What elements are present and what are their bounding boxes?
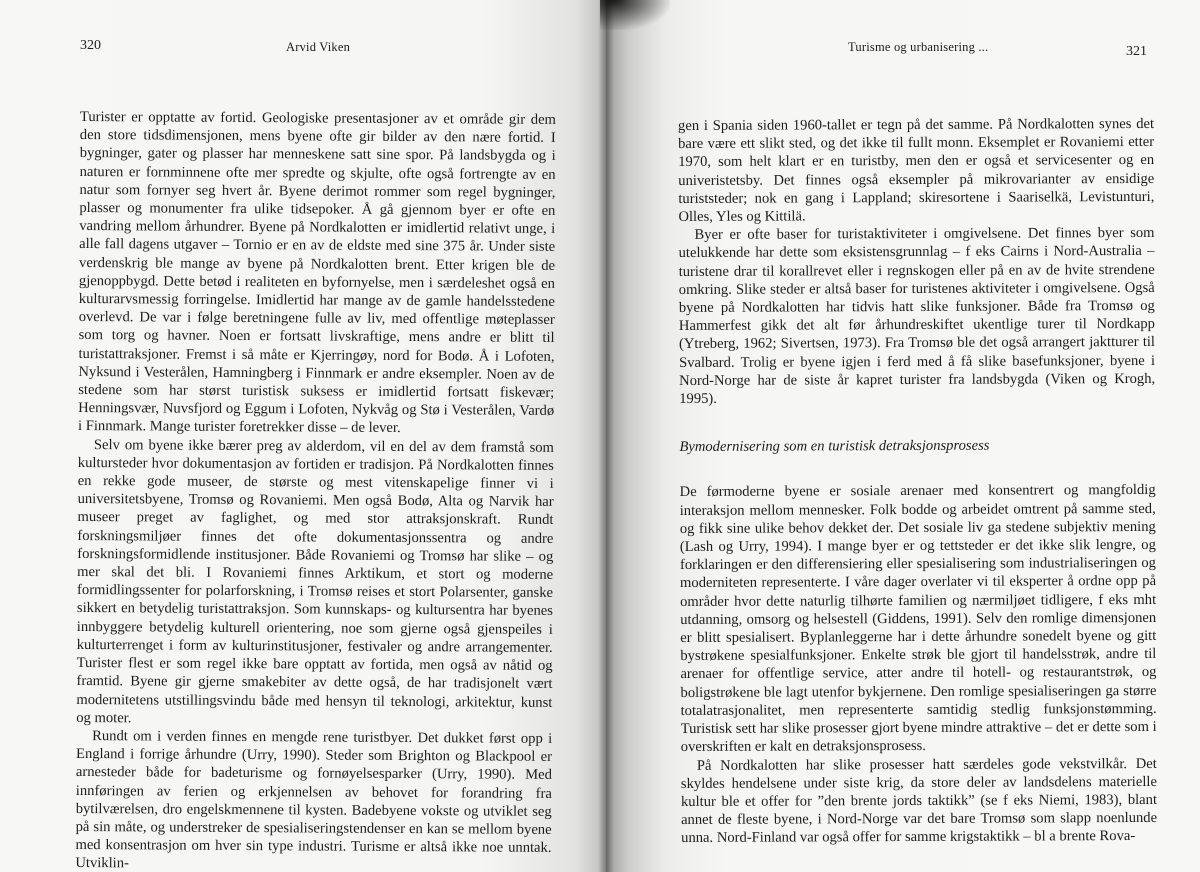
paragraph: På Nordkalotten har slike prosesser hatt særdeles gode vekstvilkår. Det skyldes hendelsene under siste krig, da store deler av landsdelens materielle kultur ble et offer for ”den brente jords taktikk” (se f eks Niemi, 1983), blant annet de fleste byene, i Nord-Norge var det bare Tromsø som slapp noenlunde unna. Nord-Finland var også offer for samme krigstaktikk – bl a brente Rova-	[680, 755, 1158, 847]
paragraph: De førmoderne byene er sosiale arenaer med konsentrert og mangfoldig interaksjon mellom mennesker. Folk bodde og arbeidet omtrent på samme sted, og fikk sine ulike behov dekket der. Det sosiale liv ga stedene subjektiv mening (Lash og Urry, 1994). I mange byer er og tettsteder er det ikke slik lengre, og forklaringen er den differensiering eller spesialisering som industrialiseringen og moderniteten representerte. I våre dager overlater vi til eksperter å ordne opp på områder hvor dette naturlig tilhørte familien og nærmiljøet tidligere, f eks mht utdanning, omsorg og helsestell (Giddens, 1991). Selv den romlige dimensjonen er blitt spesialisert. Byplanleggerne har i dette århundre sonedelt byene og gitt bystrøkene spesialfunksjoner. Enkelte strøk ble gjort til handelsstrøk, andre til arenaer for offentlige service, atter andre til hotell- og restaurantstrøk, og boligstrøkene ble lagt utenfor bykjernene. Den romlige spesialiseringen ga større totalatrasjonalitet, men representerte samtidig stedlig funksjonstømming. Turistisk sett har slike prosesser gjort byene mindre attraktive – det er dette som i overskriften er kalt en detraksjonsprosess.	[679, 482, 1157, 756]
page-number: 320	[80, 38, 101, 53]
paragraph: Rundt om i verden finnes en mengde rene turistbyer. Det dukket først opp i England i forrige århundre (Urry, 1990). Steder som Brighton og Blackpool er arnesteder både for badeturisme og fornøyelsesparker (Urry, 1990). Med innføringen av ferien og erkjennelsen av behovet for forandring fra bytilværelsen, dro engelskmennene til kysten. Badebyene vokste og utviklet seg på sin måte, og understreker de spesialiseringstendenser en kan se mellom byene med konsentrasjon om hver sin type industri. Turisme er altså ikke noe unntak. Utviklin-	[75, 727, 553, 872]
body-text	[678, 115, 1157, 848]
section-heading: Bymodernisering som en turistisk detraksjonsprosess	[679, 437, 990, 456]
paragraph: Selv om byene ikke bærer preg av alderdom, vil en del av dem framstå som kultursteder hvor dokumentasjon av fortiden er tradisjon. På Nordkalotten finnes en rekke gode museer, de største og mest vitenskapelige finner vi i universitetsbyene, Tromsø og Rovaniemi. Men også Bodø, Alta og Narvik har museer preget av faglighet, og med stor attraksjonskraft. Rundt forskningsmiljøer finnes det ofte dokumentasjonssentra og andre forskningsformidlende institusjoner. Både Rovaniemi og Tromsø har slike – og mer skal det bli. I Rovaniemi finnes Arktikum, et stort og moderne formidlingssenter for polarforskning, i Tromsø reises et stort Polarsenter, ganske sikkert en betydelig turistattraksjon. Som kunnskaps- og kultursentra har byenes innbyggere betydelig kulturell orientering, noe som gjerne også gjenspeiles i kulturterrenget i form av kulturinstitusjoner, festivaler og andre arrangementer. Turister flest er som regel ikke bare opptatt av fortida, men også av nåtid og framtid. Byene gir gjerne smakebiter av dette også, de har tradisjonelt vært modernitetens utstillingsvindu både med hensyn til teknologi, arkitektur, kunst og moter.	[76, 436, 554, 727]
right-page	[606, 0, 1200, 872]
running-header: Arvid Viken	[286, 40, 351, 54]
page-number: 321	[1126, 44, 1147, 59]
paragraph: Turister er opptatte av fortid. Geologiske presentasjoner av et område gir dem den store tidsdimensjonen, mens byene ofte gir bilder av den nære fortid. I bygninger, gater og plasser har menneskene satt sine spor. På landsbygda og i naturen er fornminnene ofte mer spredte og skjulte, ofte også fortrengte av en natur som fornyer seg hvert år. Byene derimot rommer som regel bygninger, plasser og monumenter fra ulike tidsepoker. Å gå gjennom byer er ofte en vandring mellom århundrer. Byene på Nordkalotten er imidlertid relativt unge, i alle fall dagens utgaver – Tornio er en av de eldste med sine 375 år. Under siste verdenskrig ble mange av byene på Nordkalotten brent. Etter krigen ble de gjenoppbygd. Dette betød i realiteten en byfornyelse, men i særdeleshet også en kulturarvsmessig forringelse. Imidlertid har mange av de gamle handelsstedene overlevd. De var i følge beretningene fulle av liv, med offentlige møteplasser som torg og havner. Noen er fortsatt livskraftige, mens andre er blitt til turistattraksjoner. Fremst i så måte er Kjerringøy, nord for Bodø. Å i Lofoten, Nyksund i Vesterålen, Hamningberg i Finnmark er andre eksempler. Noen av de stedene som har størst turistisk suksess er imidlertid fortsatt fiskevær; Henningsvær, Nuvsfjord og Eggum i Lofoten, Nykvåg og Stø i Vesterålen, Vardø i Finnmark. Mange turister foretrekker disse – de lever.	[78, 108, 556, 437]
paragraph: gen i Spania siden 1960-tallet er tegn på det samme. På Nordkalotten synes det bare være ett slikt sted, og det ikke til fullt monn. Eksemplet er Rovaniemi etter 1970, som helt klart er en turistby, men den er også et servicesenter og en univeristetsby. Det finnes også eksempler på mikrovarianter av ensidige turiststeder; nok en gang i Lappland; skiresortene i Saariselkä, Levistunturi, Olles, Yles og Kittilä.	[678, 115, 1155, 226]
paragraph: Byer er ofte baser for turistaktiviteter i omgivelsene. Det finnes byer som utelukkende har dette som eksistensgrunnlag – f eks Cairns i Nord-Australia – turistene drar til korallrevet eller i regnskogen eller på en av de hvite strendene omkring. Slike steder er altså baser for turistenes aktiviteter i omgivelsene. Også byene på Nordkalotten har tidvis hatt slike funksjoner. Både fra Tromsø og Hammerfest gikk det alt før århundreskiftet ukentlige turer til Nordkapp (Ytreberg, 1962; Sivertsen, 1973). Fra Tromsø ble det også arrangert jaktturer til Svalbard. Trolig er byene igjen i ferd med å få slike basefunksjoner, byene i Nord-Norge har de siste år kapret turister fra landsbygda (Viken og Krogh, 1995).	[678, 225, 1156, 408]
body-text	[75, 108, 556, 872]
running-header: Turisme og urbanisering ...	[848, 40, 989, 54]
